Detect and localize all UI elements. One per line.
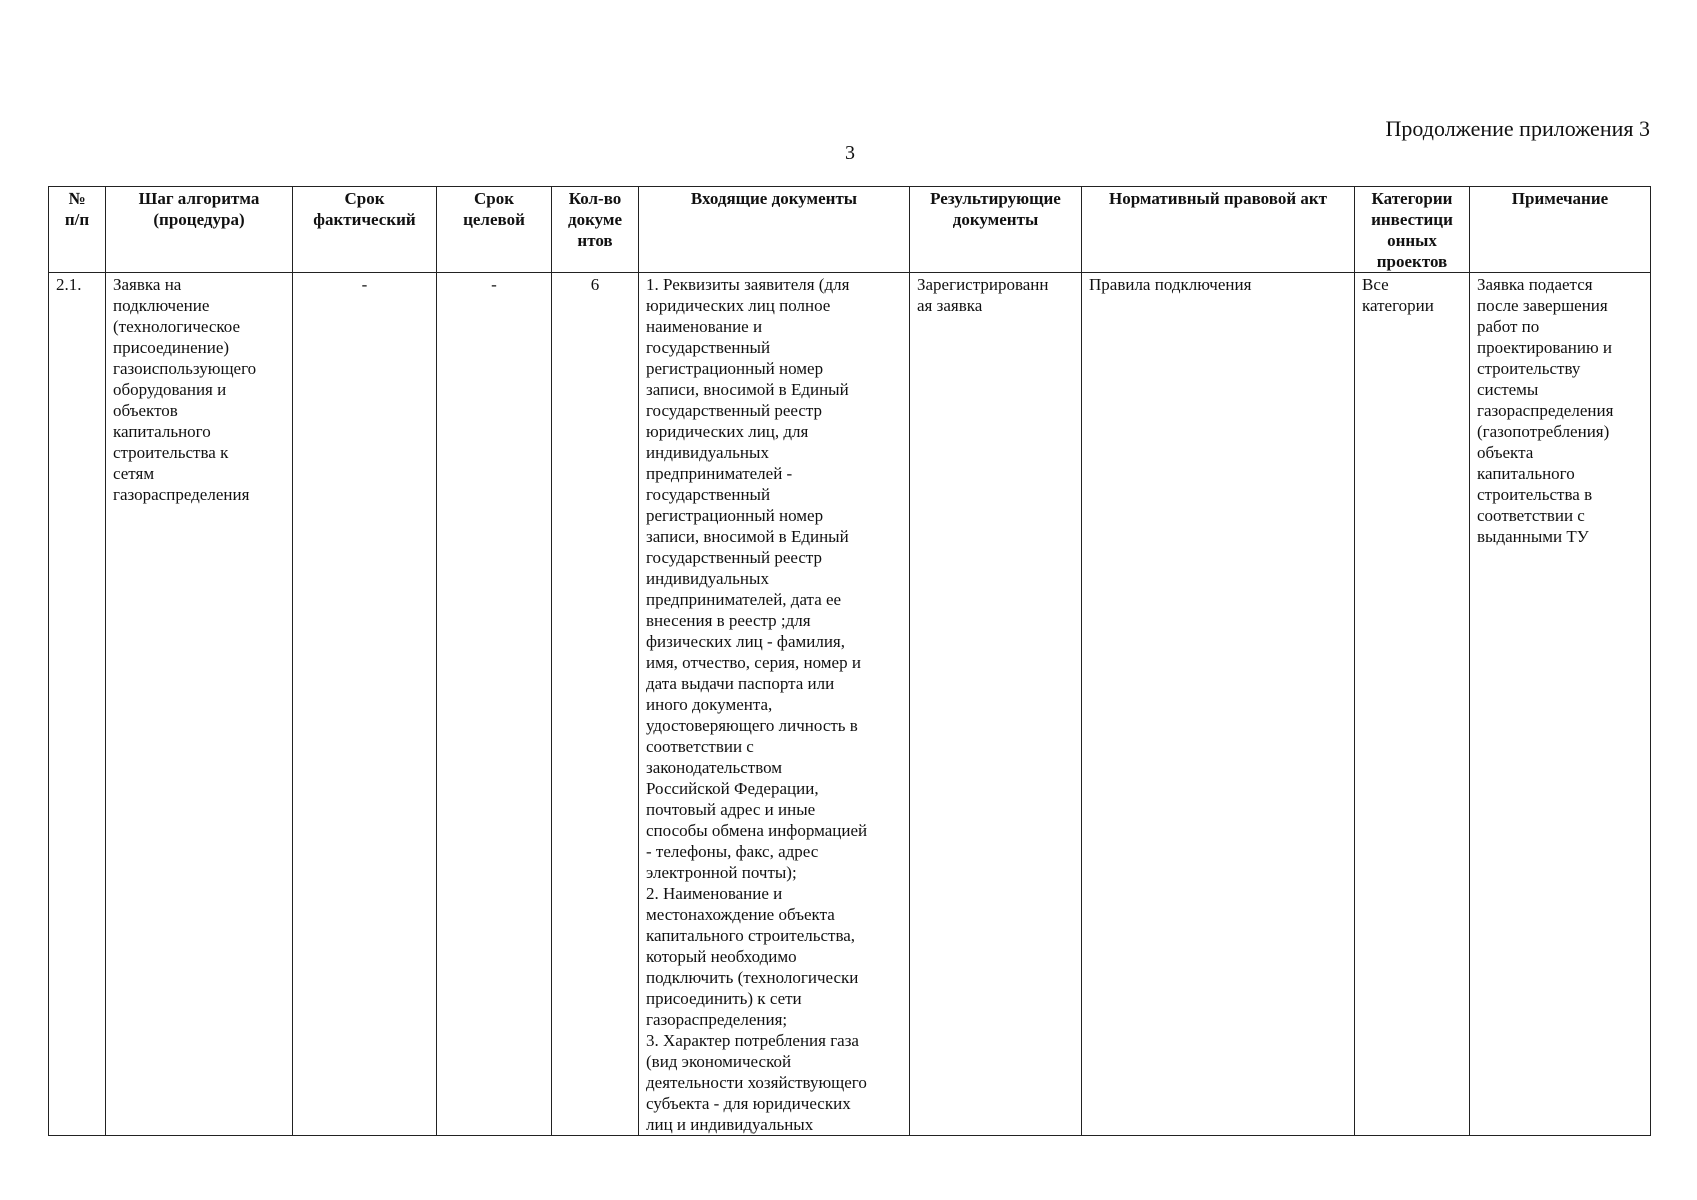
col-header-incoming-docs-text: Входящие документы (690, 189, 858, 208)
cell-legal-act (1082, 273, 1355, 1136)
cell-categories (1355, 273, 1470, 1136)
page-number: 3 (845, 142, 855, 164)
cell-incoming-docs-text: 1. Реквизиты заявителя (для юридических лиц полное наименование и государственный регистрационный номер записи, вносимой в Единый государственный реестр юридических лиц, для индивидуальных предпринимателей - государственный регистрационный номер записи, вносимой в Единый государственный реестр индивидуальных предпринимателей, дата ее внесения в реестр ;для физических лиц - фамилия, имя, отчество, серия, номер и дата выдачи паспорта или иного документа, удостоверяющего личность в соответствии с законодательством Российской Федерации, почтовый адрес и иные способы обмена информацией - телефоны, факс, адрес электронной почты); 2. Наименование и местонахождение объекта капитального строительства, который необходимо подключить (технологически присоединить) к сети газораспределения; 3. Характер потребления газа (вид экономической деятельности хозяйствующего субъекта - для юридических лиц и индивидуальных (646, 275, 868, 1134)
cell-note (1470, 273, 1651, 1136)
col-header-categories (1355, 187, 1470, 273)
cell-number-text: 2.1. (56, 275, 82, 294)
algorithm-table (48, 186, 1651, 1136)
col-header-doc-count-text: Кол-во докуме нтов (567, 189, 623, 250)
col-header-step-text: Шаг алгоритма (процедура) (138, 189, 260, 229)
col-header-term-target-text: Срок целевой (463, 189, 525, 229)
col-header-legal-act-text: Нормативный правовой акт (1108, 189, 1328, 208)
col-header-term-actual (293, 187, 437, 273)
col-header-result-docs-text: Результирующие документы (930, 189, 1061, 229)
col-header-note-text: Примечание (1511, 189, 1609, 208)
col-header-term-actual-text: Срок фактический (313, 189, 416, 229)
col-header-doc-count (552, 187, 639, 273)
cell-term-target (437, 273, 552, 1136)
col-header-number-text: № п/п (64, 189, 90, 229)
cell-term-target-text: - (491, 275, 497, 294)
cell-step (106, 273, 293, 1136)
cell-term-actual-text: - (361, 275, 368, 294)
table-row (49, 273, 1651, 1136)
cell-incoming-docs (639, 273, 910, 1136)
cell-result-docs (910, 273, 1082, 1136)
col-header-result-docs (910, 187, 1082, 273)
col-header-number (49, 187, 106, 273)
cell-categories-text: Все категории (1362, 275, 1434, 315)
table-header-row (49, 187, 1651, 273)
appendix-continuation-label: Продолжение приложения 3 (1385, 116, 1650, 141)
col-header-step (106, 187, 293, 273)
col-header-term-target (437, 187, 552, 273)
col-header-note (1470, 187, 1651, 273)
cell-doc-count (552, 273, 639, 1136)
col-header-legal-act (1082, 187, 1355, 273)
col-header-incoming-docs (639, 187, 910, 273)
cell-doc-count-text: 6 (590, 275, 600, 294)
cell-legal-act-text: Правила подключения (1089, 275, 1252, 294)
cell-result-docs-text: Зарегистрированн ая заявка (917, 275, 1049, 315)
cell-term-actual (293, 273, 437, 1136)
cell-note-text: Заявка подается после завершения работ по проектированию и строительству системы газораспределения (газопотребления) объекта капитального строительства в соответствии с выданными ТУ (1477, 275, 1614, 546)
cell-number (49, 273, 106, 1136)
cell-step-text: Заявка на подключение (технологическое присоединение) газоиспользующего оборудования и объектов капитального строительства к сетям газораспределения (113, 275, 257, 504)
col-header-categories-text: Категории инвестици онных проектов (1371, 189, 1453, 271)
